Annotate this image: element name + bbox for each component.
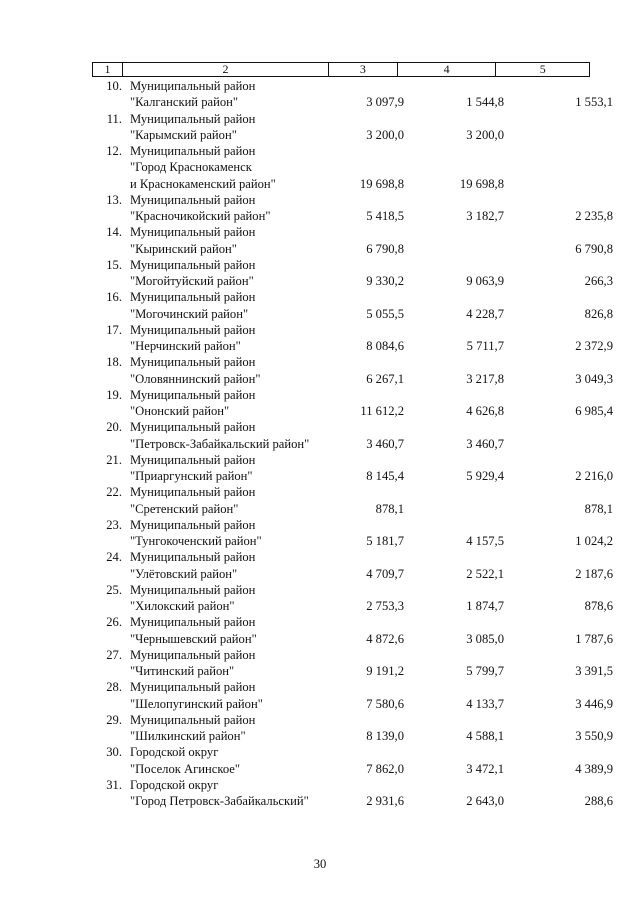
district-name [130,549,350,582]
row-number: 13. [106,192,122,207]
district-name-line: "Поселок Агинское" [130,761,241,776]
district-name-line: "Могочинский район" [130,306,249,321]
table-row [0,679,640,712]
district-name-line: Муниципальный район [130,257,256,272]
value-c4: 19 698,8 [459,176,504,191]
table-body [0,78,640,809]
district-name-line: Муниципальный район [130,485,256,500]
table-row [0,192,640,225]
district-name [130,78,350,111]
district-name-line: Муниципальный район [130,712,256,727]
district-name-line: Муниципальный район [130,420,256,435]
value-c4: 4 157,5 [466,534,504,548]
district-name-line: "Шелопугинский район" [130,696,263,711]
value-c5: 3 446,9 [575,696,613,711]
table-row [0,387,640,420]
district-name-line: Муниципальный район [130,192,256,207]
district-name-line: "Хилокский район" [130,599,235,613]
value-c3: 2 753,3 [366,599,404,613]
table-row [0,777,640,810]
table-row [0,452,640,485]
header-col-5: 5 [539,62,546,76]
district-name-line: "Петровск-Забайкальский район" [130,436,310,451]
value-c3: 8 084,6 [366,339,404,353]
district-name [130,419,350,452]
value-c5: 2 235,8 [575,209,613,223]
district-name-line: "Шилкинский район" [130,729,246,743]
row-number: 16. [106,290,122,305]
value-c4: 5 929,4 [466,469,504,483]
district-name-line: Муниципальный район [130,79,256,93]
district-name-line: "Чернышевский район" [130,631,257,646]
table-row [0,257,640,290]
value-c5: 288,6 [584,794,613,808]
table-row [0,582,640,615]
value-c5: 3 391,5 [575,664,613,678]
table-row [0,517,640,550]
value-c3: 6 790,8 [366,241,404,256]
value-c5: 1 553,1 [575,95,613,110]
value-c4: 2 643,0 [466,794,504,808]
district-name-line: "Кыринский район" [130,241,237,256]
value-c4: 1 874,7 [466,599,504,613]
table-row [0,354,640,387]
district-name-line: и Краснокаменский район" [130,176,276,191]
header-col-2: 2 [123,63,329,76]
value-c3: 8 139,0 [366,729,404,743]
district-name [130,614,350,647]
district-name-line: Муниципальный район [130,615,256,630]
value-c4: 3 200,0 [466,127,504,142]
row-number: 12. [106,144,122,158]
value-c3: 4 709,7 [366,566,404,581]
district-name [130,354,350,387]
district-name-line: Муниципальный район [130,582,256,597]
district-name-line: Городской округ [130,745,219,760]
district-name [130,111,350,144]
district-name-line: Муниципальный район [130,452,256,467]
district-name-line: "Читинский район" [130,664,235,678]
row-number: 22. [106,485,122,500]
district-name-line: "Оловяннинский район" [130,371,261,386]
row-number: 17. [106,322,122,337]
table-row [0,224,640,257]
row-number: 23. [106,517,122,532]
district-name-line: Городской округ [130,777,219,792]
value-c4: 3 182,7 [466,209,504,223]
value-c3: 8 145,4 [366,469,404,483]
row-number: 19. [106,387,122,402]
value-c4: 5 799,7 [466,664,504,678]
district-name-line: Муниципальный район [130,355,256,370]
district-name-line: Муниципальный район [130,387,256,402]
district-name [130,777,350,810]
row-number: 20. [106,420,122,435]
row-number: 15. [106,257,122,272]
value-c4: 2 522,1 [466,566,504,581]
value-c3: 11 612,2 [360,404,404,418]
value-c3: 5 055,5 [366,306,404,321]
district-name-line: "Красночикойский район" [130,209,271,223]
row-number: 28. [106,680,122,695]
row-number: 10. [106,79,122,93]
page-number: 30 [313,857,327,871]
value-c3: 9 191,2 [366,664,404,678]
value-c3: 5 181,7 [366,534,404,548]
district-name-line: Муниципальный район [130,111,256,126]
row-number: 11. [106,111,122,126]
district-name-line: Муниципальный район [130,680,256,695]
row-number: 14. [106,225,122,240]
row-number: 29. [106,712,122,727]
district-name-line: "Тунгокоченский район" [130,534,262,548]
district-name-line: "Ононский район" [130,404,230,418]
table-row [0,614,640,647]
district-name [130,647,350,680]
table-row [0,322,640,355]
value-c4: 4 626,8 [466,404,504,418]
district-name [130,257,350,290]
district-name [130,322,350,355]
value-c5: 3 049,3 [575,371,613,386]
header-col-3: 3 [329,63,398,76]
district-name [130,143,350,192]
district-name-line: Муниципальный район [130,290,256,305]
table-row [0,744,640,777]
value-c5: 6 985,4 [575,404,613,418]
row-number: 27. [106,647,122,662]
row-number: 25. [106,582,122,597]
district-name-line: "Улётовский район" [130,566,238,581]
value-c5: 1 024,2 [575,534,613,548]
row-number: 18. [106,355,122,370]
value-c5: 3 550,9 [575,729,613,743]
district-name-line: "Сретенский район" [130,501,239,516]
table-row [0,712,640,745]
district-name [130,679,350,712]
value-c3: 878,1 [375,501,404,516]
value-c4: 3 460,7 [466,436,504,451]
value-c3: 3 200,0 [366,127,404,142]
value-c5: 878,6 [584,599,613,613]
district-name-line: "Нерчинский район" [130,339,241,353]
value-c4: 1 544,8 [466,95,504,110]
value-c5: 2 187,6 [575,566,613,581]
value-c3: 4 872,6 [366,631,404,646]
value-c4: 3 085,0 [466,631,504,646]
value-c3: 7 862,0 [366,761,404,776]
district-name [130,452,350,485]
table-row [0,289,640,322]
value-c4: 5 711,7 [466,339,504,353]
value-c4: 4 588,1 [466,729,504,743]
header-col-1: 1 [93,63,123,76]
value-c3: 3 097,9 [366,95,404,110]
district-name [130,744,350,777]
district-name-line: Муниципальный район [130,550,256,565]
district-name [130,582,350,615]
row-number: 26. [106,615,122,630]
value-c5: 826,8 [584,306,613,321]
district-name-line: "Калганский район" [130,95,238,110]
row-number: 31. [106,777,122,792]
district-name-line: "Приаргунский район" [130,469,253,483]
table-row [0,647,640,680]
district-name-line: Муниципальный район [130,144,256,158]
value-c3: 9 330,2 [366,274,404,288]
table-header [92,62,590,77]
district-name-line: Муниципальный район [130,517,256,532]
row-number: 24. [106,550,122,565]
district-name-line: Муниципальный район [130,225,256,240]
district-name [130,517,350,550]
value-c5: 266,3 [584,274,613,288]
value-c5: 878,1 [584,501,613,516]
table-row [0,484,640,517]
district-name-line: "Карымский район" [130,127,237,142]
value-c4: 9 063,9 [466,274,504,288]
district-name [130,289,350,322]
row-number: 21. [106,452,122,467]
header-col-4: 4 [398,63,497,76]
district-name [130,712,350,745]
district-name-line: "Могойтуйский район" [130,274,254,288]
district-name-line: Муниципальный район [130,647,256,662]
district-name-line: "Город Петровск-Забайкальский" [130,794,309,808]
district-name [130,387,350,420]
value-c3: 2 931,6 [366,794,404,808]
table-row [0,549,640,582]
district-name [130,192,350,225]
value-c3: 3 460,7 [366,436,404,451]
value-c5: 4 389,9 [575,761,613,776]
table-row [0,143,640,192]
value-c5: 2 372,9 [575,339,613,353]
value-c5: 1 787,6 [575,631,613,646]
value-c4: 3 217,8 [466,371,504,386]
district-name-line: Муниципальный район [130,322,256,337]
value-c5: 6 790,8 [575,241,613,256]
value-c4: 3 472,1 [466,761,504,776]
table-row [0,111,640,144]
value-c3: 5 418,5 [366,209,404,223]
district-name [130,484,350,517]
value-c5: 2 216,0 [575,469,613,483]
value-c4: 4 228,7 [466,306,504,321]
value-c3: 6 267,1 [366,371,404,386]
row-number: 30. [106,745,122,760]
value-c4: 4 133,7 [466,696,504,711]
value-c3: 19 698,8 [359,176,404,191]
table-row [0,419,640,452]
value-c3: 7 580,6 [366,696,404,711]
table-row [0,78,640,111]
district-name-line: "Город Краснокаменск [130,160,252,175]
district-name [130,224,350,257]
